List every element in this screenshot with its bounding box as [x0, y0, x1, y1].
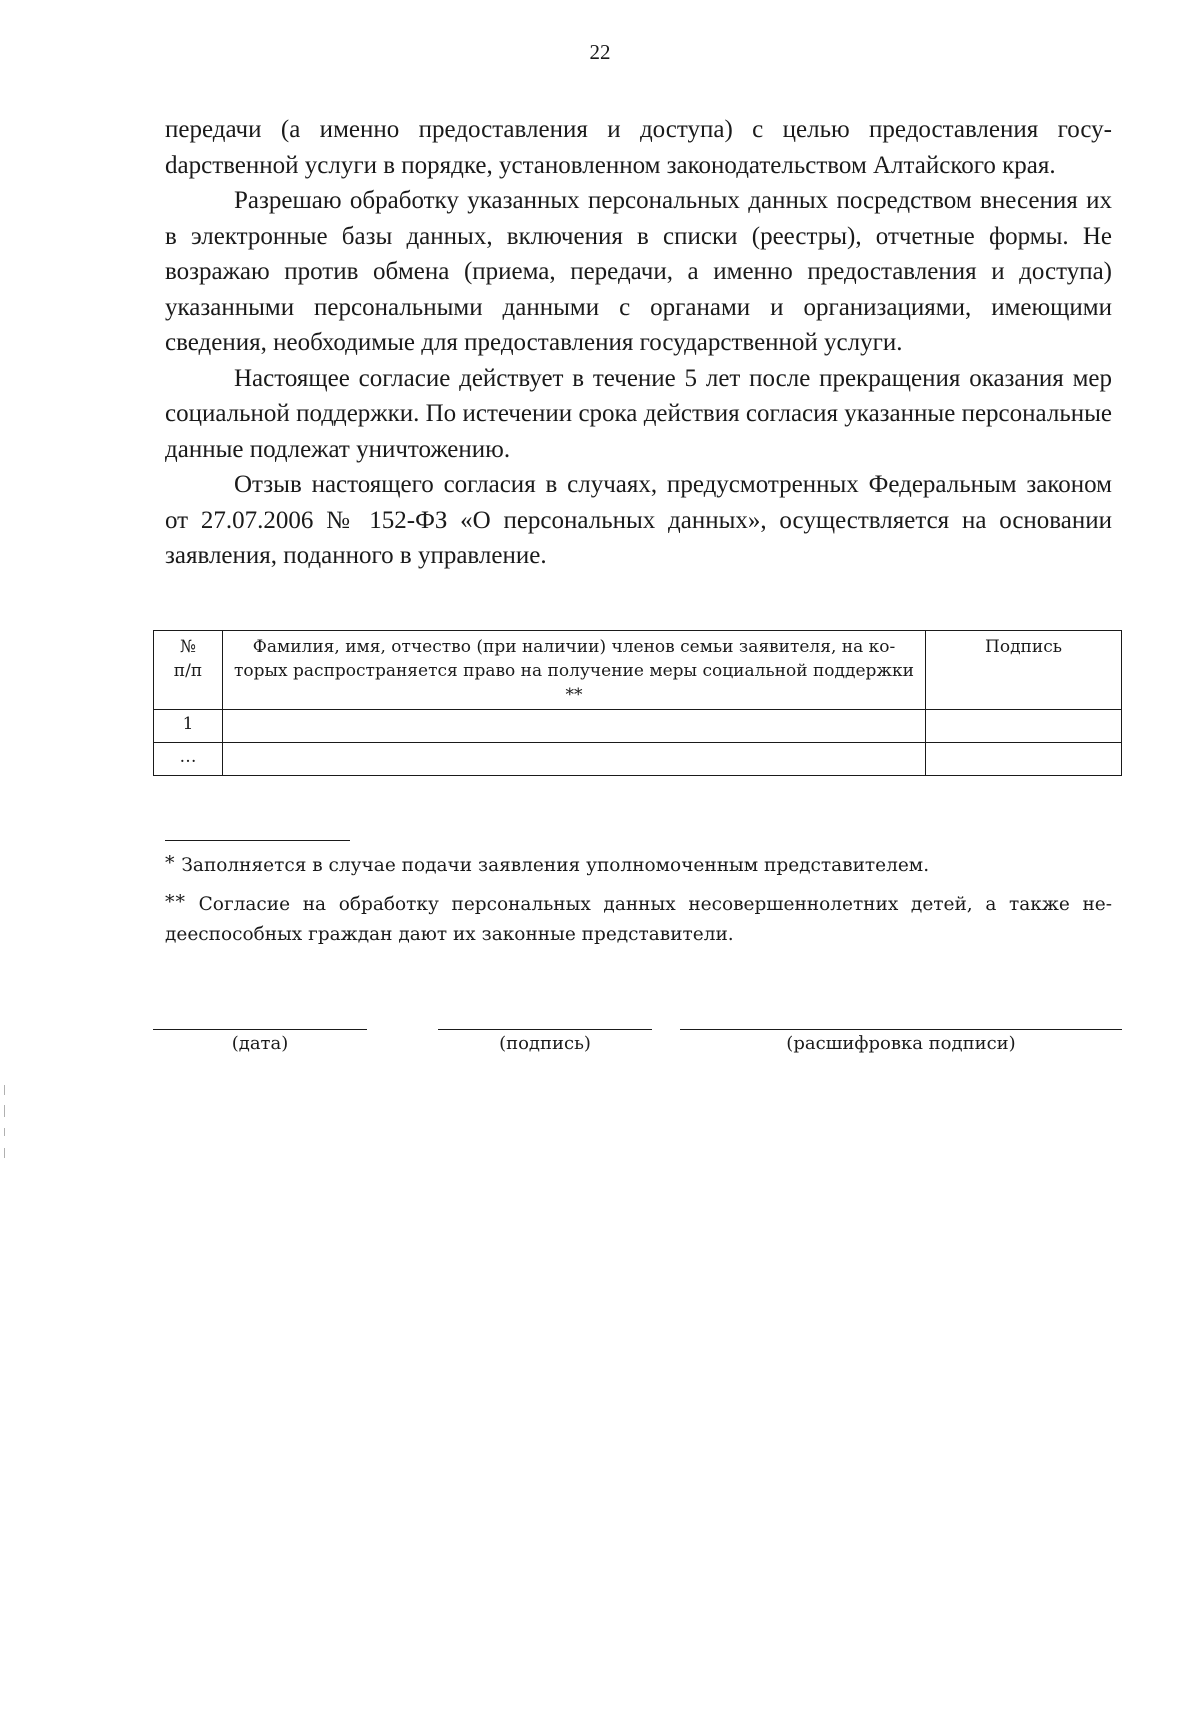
- table-row: [154, 710, 1122, 743]
- footnote-text: Согласие на обработку персональных данных несовершеннолетних детей, а также недееспособных граждан дают их законные представители.: [165, 894, 1112, 945]
- header-number: [154, 631, 223, 710]
- footnote-separator: [165, 840, 350, 841]
- footnote-item: [165, 887, 1112, 950]
- paragraph-continuation: передачи (а именно предоставления и доступа) с целью предоставления госуdарственной услуги в порядке, установленном законодательством Алтайского края.: [165, 116, 1112, 179]
- table-row: [154, 743, 1122, 776]
- signature-decoding-caption: (расшифровка подписи): [786, 1033, 1016, 1054]
- row-signature[interactable]: [926, 743, 1122, 776]
- row-number: …: [154, 743, 223, 776]
- row-family-member-name[interactable]: [223, 710, 926, 743]
- page-number: 22: [589, 40, 611, 64]
- paragraph-withdrawal: Отзыв настоящего согласия в случаях, предусмотренных Федеральным законом от 27.07.2006 № 152-ФЗ «О персональных данных», осуществляется на основании заявления, поданного в управление.: [165, 471, 1112, 569]
- family-members-table: [153, 630, 1122, 776]
- scan-artifact: [4, 1085, 5, 1095]
- table-header-row: [154, 631, 1122, 710]
- row-signature[interactable]: [926, 710, 1122, 743]
- consent-text: [165, 112, 1112, 574]
- footnote-item: [165, 848, 1112, 881]
- date-caption: (дата): [231, 1033, 289, 1054]
- signature-caption: (подпись): [499, 1033, 591, 1054]
- row-number: 1: [154, 710, 223, 743]
- header-number-pp: п/п: [173, 661, 203, 681]
- date-line[interactable]: [153, 1029, 367, 1030]
- scan-artifact: [4, 1105, 5, 1117]
- footnote-text: Заполняется в случае подачи заявления уполномоченным представителем.: [181, 855, 930, 876]
- footnotes: [165, 848, 1112, 956]
- footnote-mark: **: [165, 891, 186, 913]
- header-signature: Подпись: [926, 631, 1122, 710]
- row-family-member-name[interactable]: [223, 743, 926, 776]
- paragraph-validity-period: Настоящее согласие действует в течение 5 лет после прекращения оказания мер социальной поддержки. По истечении срока действия согласия указанные персональные данные подлежат уничтожению.: [165, 364, 1112, 463]
- header-family-member-name: Фамилия, имя, отчество (при наличии) членов семьи заявителя, на которых распространяется право на получение меры социальной поддержки **: [223, 631, 926, 710]
- signature-line[interactable]: [438, 1029, 652, 1030]
- signature-decoding-line[interactable]: [680, 1029, 1122, 1030]
- scan-artifact: [4, 1148, 5, 1158]
- footnote-mark: *: [165, 852, 176, 874]
- scan-artifact: [4, 1128, 5, 1136]
- header-number-sign: №: [179, 637, 197, 657]
- paragraph-processing-permission: Разрешаю обработку указанных персональных данных посредством внесения их в электронные базы данных, включения в списки (реестры), отчетные формы. Не возражаю против обмена (приема, передачи, а именно предоставления и доступа) указанными персональными данными с органами и организациями, имеющими сведения, необходимые для предоставления государственной услуги.: [165, 187, 1112, 356]
